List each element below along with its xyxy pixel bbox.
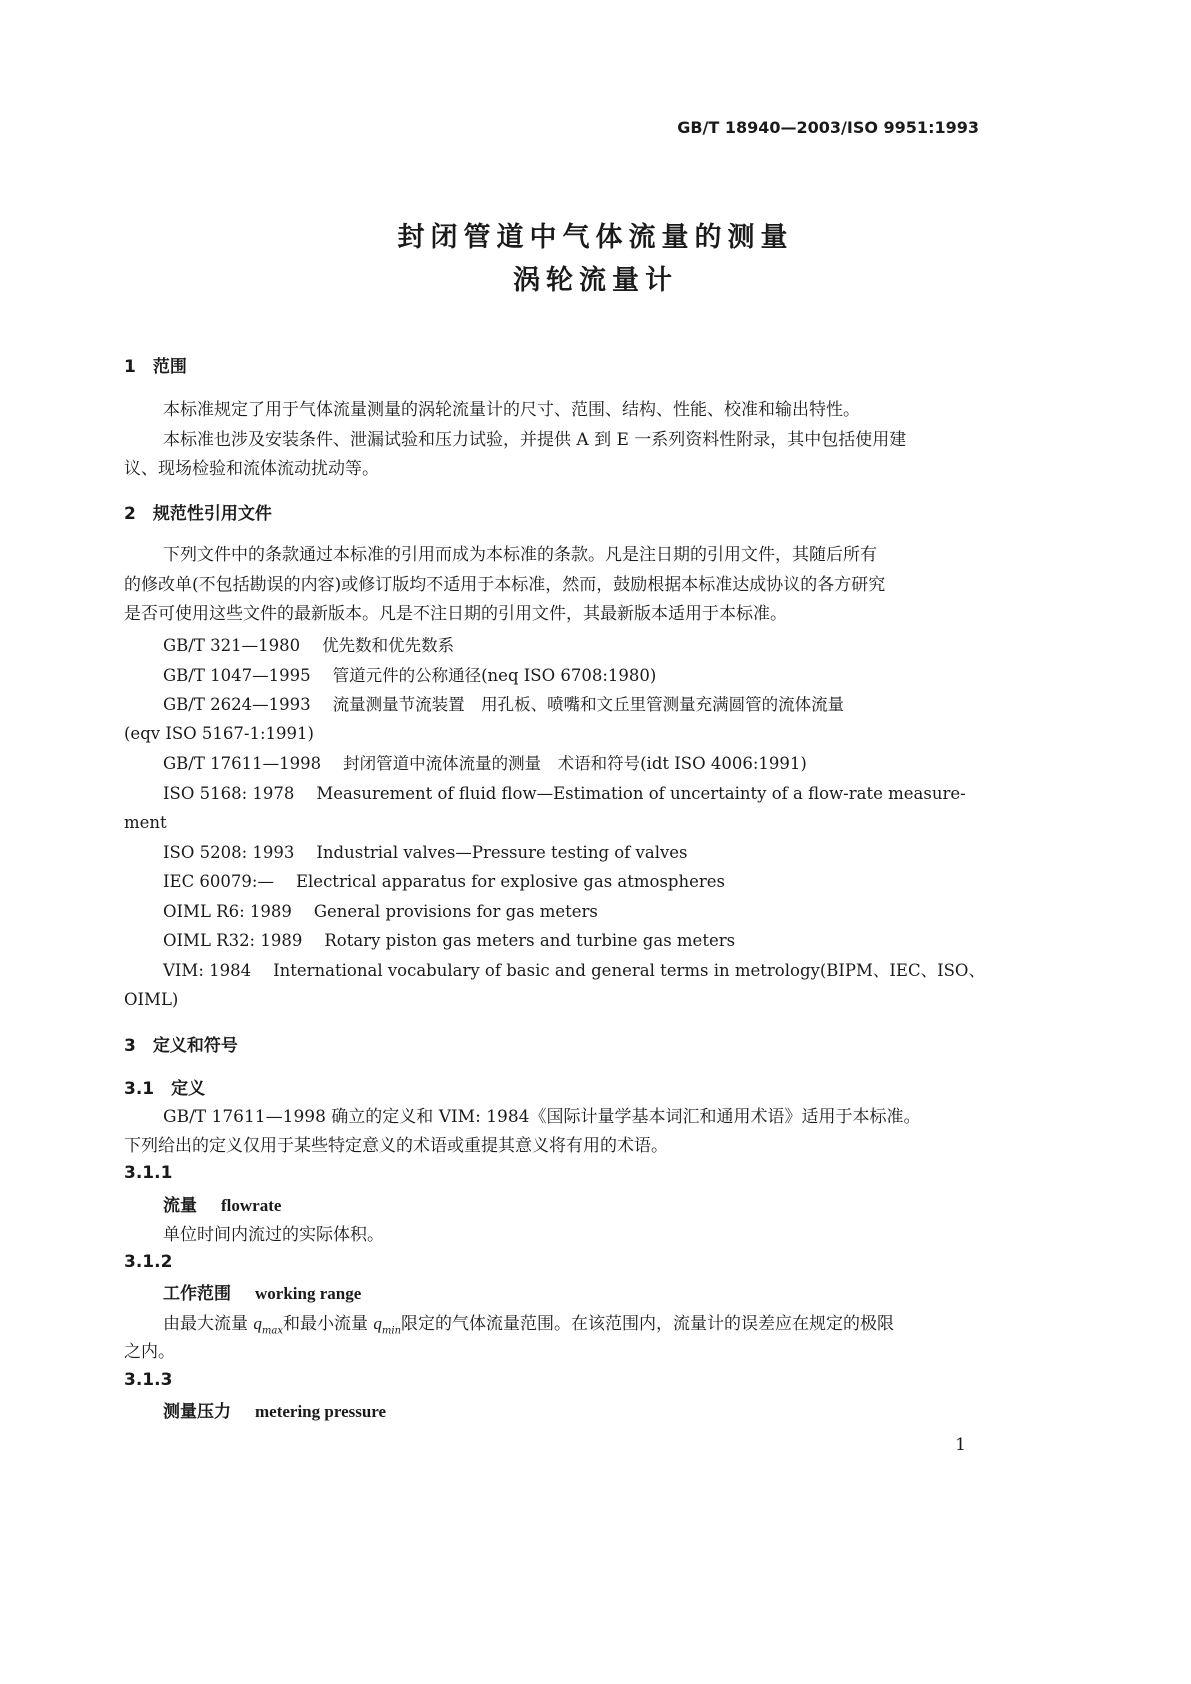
term-number: 3.1.1: [124, 1163, 173, 1183]
reference-item: [163, 955, 985, 986]
reference-code: GB/T 17611—1998: [163, 754, 322, 773]
subscript-min: min: [381, 1325, 402, 1337]
reference-title: Rotary piston gas meters and turbine gas meters: [324, 931, 736, 950]
term-number: 3.1.2: [124, 1252, 173, 1272]
reference-code: OIML R6: 1989: [163, 902, 292, 921]
term-definition-cont: 之内。: [124, 1342, 175, 1362]
page-subtitle: 涡轮流量计: [513, 265, 678, 296]
reference-item: [163, 866, 725, 897]
term-heading: [163, 1396, 386, 1428]
reference-code: GB/T 2624—1993: [163, 695, 311, 714]
reference-item-cont: ment: [124, 813, 167, 832]
reference-title: 流量测量节流装置 用孔板、喷嘴和文丘里管测量充满圆管的流体流量: [332, 695, 845, 714]
reference-title: Industrial valves—Pressure testing of valves: [316, 843, 688, 862]
reference-item: [163, 748, 807, 779]
section-3-heading: 3 定义和符号: [124, 1036, 238, 1056]
definition-text: 和最小流量: [283, 1314, 374, 1334]
subscript-max: max: [261, 1325, 283, 1337]
reference-item-cont: OIML): [124, 990, 179, 1009]
reference-item: [163, 778, 966, 809]
term-en: metering pressure: [255, 1402, 387, 1421]
reference-item: [163, 689, 844, 720]
reference-item: [163, 630, 454, 661]
reference-title: 管道元件的公称通径(neq ISO 6708:1980): [332, 666, 657, 685]
reference-title: International vocabulary of basic and general terms in metrology(BIPM、IEC、ISO、: [273, 961, 985, 980]
term-heading: [163, 1278, 361, 1310]
section-2-paragraph-line-1: 下列文件中的条款通过本标准的引用而成为本标准的条款。凡是注日期的引用文件，其随后所有: [163, 545, 877, 565]
reference-code: IEC 60079:—: [163, 872, 274, 891]
section-2-heading: 2 规范性引用文件: [124, 504, 272, 524]
reference-code: ISO 5208: 1993: [163, 843, 295, 862]
section-3-1-paragraph-line-1: GB/T 17611—1998 确立的定义和 VIM: 1984《国际计量学基本词汇和通用术语》适用于本标准。: [163, 1107, 921, 1127]
section-1-paragraph-1: 本标准规定了用于气体流量测量的涡轮流量计的尺寸、范围、结构、性能、校准和输出特性。: [163, 400, 860, 420]
section-2-paragraph-line-3: 是否可使用这些文件的最新版本。凡是不注日期的引用文件，其最新版本适用于本标准。: [124, 604, 787, 624]
term-en: working range: [255, 1284, 362, 1303]
reference-item-cont: (eqv ISO 5167-1:1991): [124, 724, 314, 743]
section-1-paragraph-2-cont: 议、现场检验和流体流动扰动等。: [124, 459, 379, 479]
reference-item: [163, 896, 598, 927]
reference-code: GB/T 321—1980: [163, 636, 301, 655]
definition-text: 由最大流量: [163, 1314, 254, 1334]
q-symbol: q: [373, 1314, 382, 1333]
reference-item: [163, 837, 688, 868]
reference-item: [163, 925, 735, 956]
section-2-paragraph-line-2: 的修改单(不包括勘误的内容)或修订版均不适用于本标准，然而，鼓励根据本标准达成协议的各方研究: [124, 575, 886, 595]
term-heading: [163, 1190, 281, 1222]
term-zh: 流量: [163, 1196, 197, 1216]
definition-text: 限定的气体流量范围。在该范围内，流量计的误差应在规定的极限: [401, 1314, 895, 1334]
reference-code: GB/T 1047—1995: [163, 666, 311, 685]
section-1-heading: 1 范围: [124, 357, 187, 377]
reference-title: Electrical apparatus for explosive gas atmospheres: [295, 872, 725, 891]
reference-title: 优先数和优先数系: [322, 636, 455, 655]
standard-id: GB/T 18940—2003/ISO 9951:1993: [677, 118, 979, 137]
term-en: flowrate: [221, 1196, 282, 1215]
term-zh: 测量压力: [163, 1402, 231, 1422]
reference-code: VIM: 1984: [163, 961, 252, 980]
reference-title: Measurement of fluid flow—Estimation of uncertainty of a flow-rate measure-: [316, 784, 966, 803]
section-3-1-paragraph-line-2: 下列给出的定义仅用于某些特定意义的术语或重提其意义将有用的术语。: [124, 1136, 668, 1156]
page-number: 1: [955, 1435, 966, 1455]
reference-code: ISO 5168: 1978: [163, 784, 295, 803]
term-number: 3.1.3: [124, 1370, 173, 1390]
term-zh: 工作范围: [163, 1284, 231, 1304]
page-title: 封闭管道中气体流量的测量: [397, 222, 794, 253]
reference-code: OIML R32: 1989: [163, 931, 303, 950]
reference-item: [163, 660, 656, 691]
section-1-paragraph-2: 本标准也涉及安装条件、泄漏试验和压力试验，并提供 A 到 E 一系列资料性附录，其中包括使用建: [163, 430, 907, 450]
reference-title: 封闭管道中流体流量的测量 术语和符号(idt ISO 4006:1991): [343, 754, 807, 773]
term-definition: [163, 1308, 894, 1346]
term-definition: 单位时间内流过的实际体积。: [163, 1225, 384, 1245]
section-3-1-heading: 3.1 定义: [124, 1079, 206, 1099]
reference-title: General provisions for gas meters: [313, 902, 598, 921]
q-symbol: q: [253, 1314, 262, 1333]
